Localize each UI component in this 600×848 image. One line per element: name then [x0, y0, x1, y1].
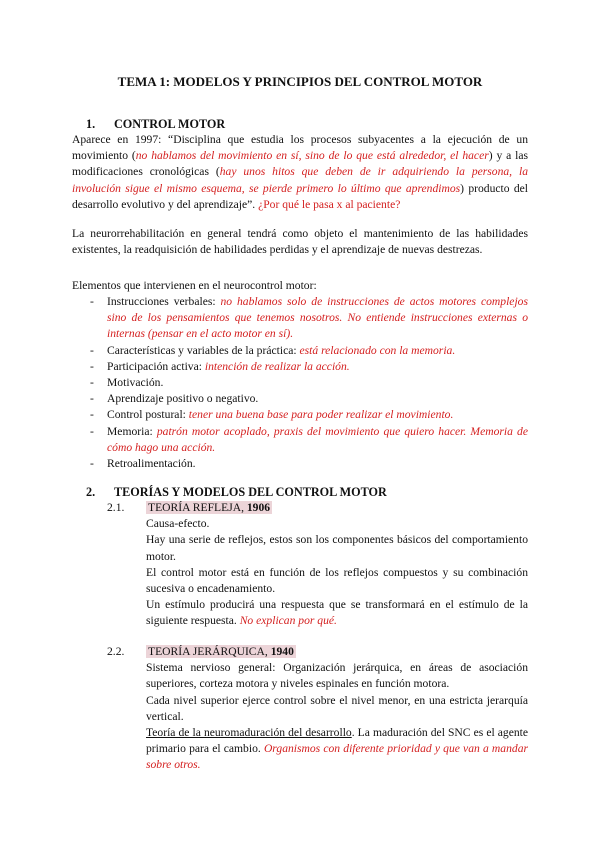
list-item: - Participación activa: intención de realizar la acción. [90, 359, 350, 373]
subsection-2-2-heading: TEORÍA JERÁRQUICA, 1940 [148, 645, 294, 658]
subsection-2-2-body: Sistema nervioso general: Organización jerárquica, en áreas de asociación superiores, corteza motora y niveles espinales en función motora. Cada nivel superior ejerce control sobre el nivel menor, en una estricta jerarquía vertical. Teoría de la neuromaduración del desarrollo. La maduración del SNC es el agente primario para el cambio. Organismos con diferente prioridad y que van a mandar sobre otros. [146, 661, 529, 772]
subsection-2-1 [107, 500, 528, 630]
section-1-paragraph-1: Aparece en 1997: “Disciplina que estudia los procesos subyacentes a la ejecución de un movimiento (no hablamos del movimiento en sí, sino de lo que está alrededor, el hacer) y a las modificaciones cronológicas (hay unos hitos que deben de ir adquiriendo la persona, la involución sigue el mismo esquema, se pierde primero lo último que aprendimos) producto del desarrollo evolutivo y del aprendizaje”. ¿Por qué le pasa x al paciente? [72, 133, 528, 211]
subsection-2-2-number: 2.2. [107, 645, 125, 658]
elements-list [72, 294, 528, 472]
section-1-paragraph-2: La neurorrehabilitación en general tendrá como objeto el mantenimiento de las habilidades existentes, la readquisición de habilidades perdidas y el aprendizaje de nuevas destrezas. [72, 227, 528, 257]
list-item: - Motivación. [90, 376, 164, 390]
section-2-title: TEORÍAS Y MODELOS DEL CONTROL MOTOR [114, 485, 387, 499]
section-1-title: CONTROL MOTOR [114, 117, 226, 131]
list-item: - Retroalimentación. [90, 457, 196, 471]
section-1-number: 1. [86, 117, 96, 131]
list-item: - Características y variables de la práctica: está relacionado con la memoria. [90, 343, 456, 357]
list-item: - Memoria: patrón motor acoplado, praxis del movimiento que quiero hacer. Memoria de cómo hago una acción. [90, 424, 528, 454]
subsection-2-2 [107, 644, 528, 774]
elements-list-container [72, 294, 528, 472]
subsection-2-1-number: 2.1. [107, 501, 125, 514]
list-item: - Aprendizaje positivo o negativo. [90, 392, 259, 406]
section-2-number: 2. [86, 485, 96, 499]
list-item: - Control postural: tener una buena base para poder realizar el movimiento. [90, 408, 454, 422]
subsection-2-1-body: Causa-efecto. Hay una serie de reflejos, estos son los componentes básicos del comportamiento motor. El control motor está en función de los reflejos compuestos y su combinación sucesiva o encadenamiento. Un estímulo producirá una respuesta que se transformará en el estímulo de la siguiente respuesta. No explican por qué. [146, 517, 528, 628]
page-title: TEMA 1: MODELOS Y PRINCIPIOS DEL CONTROL MOTOR [117, 74, 483, 89]
subsection-2-1-heading: TEORÍA REFLEJA, 1906 [148, 501, 271, 514]
elements-list-intro: Elementos que intervienen en el neurocontrol motor: [72, 279, 317, 292]
list-item: - Instrucciones verbales: no hablamos solo de instrucciones de actos motores complejos sino de los pensamientos que tenemos nosotros. No entiende instrucciones externas o internas (pensar en el acto motor en sí). [90, 295, 528, 341]
